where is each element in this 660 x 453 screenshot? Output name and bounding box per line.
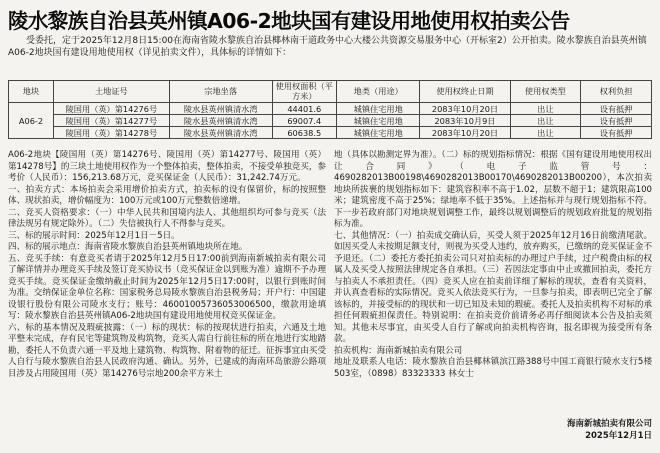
table-row	[9, 115, 652, 127]
table-header-row	[9, 81, 652, 103]
header-end-date: 使用权终止日期	[420, 81, 510, 103]
paragraph-bidder-qualification: 二、竞买人资格要求：（一）中华人民共和国境内法人、其他组织均可参与竞买（法律法规另有规定除外）。（二）失信被执行人不得参与竞买。	[8, 207, 326, 229]
body-columns	[8, 150, 652, 430]
end-date-cell: 2083年10月20日	[420, 127, 510, 139]
encumbrance-cell: 设有抵押	[581, 115, 652, 127]
paragraph-other-matters: 七、其他情况：（一）拍卖成交确认后，买受人须于2025年12月16日前缴清尾款。如因买受人未按期足额支付，则视为买受人违约，放弃购买，已缴纳的竞买保证金不予退还。（二）委托方委托拍卖公司只对拍卖标的办理过户手续，过户税费由标的权属人及买受人按照法律规定各自承担。（三）若因法定事由中止或撤回拍卖，委托方与拍卖人不承担责任。（四）竞买人应在拍卖前详细了解标的现状，查看有关资料，并认真查看标的实际情况。竞买人依法竞买行为，一旦参与拍卖，即表明已完全了解该标的，并接受标的的现状和一切已知及未知的瑕疵。委托人及拍卖机构不对标的承担任何瑕疵担保责任。特别说明：在拍卖竞价前请务必再仔细阅读本公告及拍卖须知。其他未尽事宜，由买受人自行了解或向拍卖机构咨询，报名即视为接受所有条款。	[334, 230, 652, 344]
certificate-cell: 陵国用（英）第14278号	[54, 127, 170, 139]
location-cell: 陵水县英州镇清水湾	[169, 115, 272, 127]
announcement-title: 陵水黎族自治县英州镇A06-2地块国有建设用地使用权拍卖公告	[8, 9, 570, 33]
certificate-cell: 陵国用（英）第14277号	[54, 115, 170, 127]
end-date-cell: 2083年10月9日	[420, 115, 510, 127]
paragraph-display-time: 三、标的展示时间：2025年12月1日－5日。	[8, 230, 180, 241]
encumbrance-cell: 设有抵押	[581, 103, 652, 115]
end-date-cell: 2083年10月20日	[420, 103, 510, 115]
paragraph-lot-summary: A06-2地块【陵国用（英）第14276号、陵国用（英）第14277号、陵国用（英）第14278号】的三块土地使用权作为一个整体拍卖，整体拍卖，不接受单独竞买，参考价（人民币）：156,213.68万元，竞买保证金（人民币）：31,242.74万元。	[8, 150, 326, 183]
signature-org: 海南新城拍卖有限公司	[566, 419, 652, 429]
right-type-cell: 出让	[510, 103, 581, 115]
paragraph-lot-condition: 六、标的基本情况及瑕疵披露：（一）标的现状：标的按现状进行拍卖，六通及土地平整未完成，存有民宅等建筑物及构筑物，竞买人需自行前往标的所在地进行实地踏勘，委托人不负责六通一平及地上建筑物、构筑物、附着物的征迁。征拆事宜由买受人自行与陵水黎族自治县人民政府沟通、确认。另外，已建成的海南环岛旅游公路项目涉及占用陵国用（英）第14276号宗地200余平方米土	[8, 322, 326, 379]
right-column	[334, 150, 652, 430]
paragraph-planning-indicators: 地（具体以勘测定界为准）。（二）标的规划指标情况：根据《国有建设用地使用权出让合同》（电子监管号：4690282013B00198\4690282013B00170\4690282013B00200），本次拍卖地块所拔裹的规划指标如下：建筑容积率不高于1.02，层数不超于1；建筑限高100米；建筑密度不高于25%；绿地率不低于35%。上述指标并与现行规划指标不符。下一步若政府部门对地块规划调整工作，最终以规划调整后的规划政府批复的规划指标为准。	[334, 150, 652, 229]
intro-paragraph: 受委托，定于2025年12月8日15:00在海南省陵水黎族自治县椰林南干道政务中心大楼公共资源交易服务中心（开标室2）公开拍卖。陵水黎族自治县英州镇A06-2地块国有建设用地使用权（详见拍卖文件），具体标的详情如下：	[8, 36, 647, 58]
left-column	[8, 150, 326, 430]
signature-date: 2025年12月1日	[585, 431, 652, 441]
paragraph-auction-method: 一、拍卖方式：本场拍卖会采用增价拍卖方式，拍卖标的设有保留价，标的按照整体、现状拍卖，增价幅度为：100万元或100万元整数倍递增。	[8, 184, 326, 206]
table-row	[9, 103, 652, 115]
header-block: 地块	[9, 81, 54, 103]
paragraph-display-location: 四、标的展示地点：海南省陵水黎族自治县英州镇地块所在地。	[8, 242, 248, 252]
header-area	[272, 81, 336, 103]
header-land-type: 地类（用途）	[336, 81, 420, 103]
header-right-type: 使用权类型	[510, 81, 581, 103]
location-cell: 陵水县英州镇清水湾	[169, 127, 272, 139]
paragraph-auction-house: 拍卖机构：海南新城拍卖有限公司	[334, 345, 463, 356]
location-cell: 陵水县英州镇清水湾	[169, 103, 272, 115]
header-certificate: 土地证号	[54, 81, 170, 103]
area-cell: 69007.4	[272, 115, 336, 127]
paragraph-bidding-procedure: 五、竞买手续：有意竞买者请于2025年12月5日17:00前到海南新城拍卖有限公司了解详情并办理竞买手续及签订竞买协议书（竞买保证金以到账为准）逾期不予办理竞买手续。竞买保证金缴纳截止时间为2025年12月5日17:00时，以银行到账时间为准。交纳保证金单位名称：国家税务总局陵水黎族自治县税务局；开户行：中国建设银行股份有限公司陵水支行；账号：46001005736053006500，缴款用途填写：陵水黎族自治县英州镇A06-2地块国有建设用地使用权竞买保证金。	[8, 253, 326, 321]
paragraph-contact: 地址及联系人电话：陵水黎族自治县椰林镇滨江路388号中国工商银行陵水支行5楼503室，（0898）83323333 林女士	[334, 357, 652, 379]
area-cell: 60638.5	[272, 127, 336, 139]
header-area-text: 使用权面积（平方米）	[275, 81, 333, 101]
land-type-cell: 城镇住宅用地	[336, 115, 420, 127]
land-type-cell: 城镇住宅用地	[336, 127, 420, 139]
area-cell: 44401.6	[272, 103, 336, 115]
certificate-cell: 陵国用（英）第14276号	[54, 103, 170, 115]
block-cell: A06-2	[9, 103, 54, 139]
right-type-cell: 出让	[510, 115, 581, 127]
header-encumbrance: 权利负担	[581, 81, 652, 103]
encumbrance-cell: 设有抵押	[581, 127, 652, 139]
header-location: 宗地坐落	[169, 81, 272, 103]
lot-table	[8, 80, 652, 139]
land-type-cell: 城镇住宅用地	[336, 103, 420, 115]
signature-block	[330, 418, 652, 442]
right-type-cell: 出让	[510, 127, 581, 139]
table-row	[9, 127, 652, 139]
